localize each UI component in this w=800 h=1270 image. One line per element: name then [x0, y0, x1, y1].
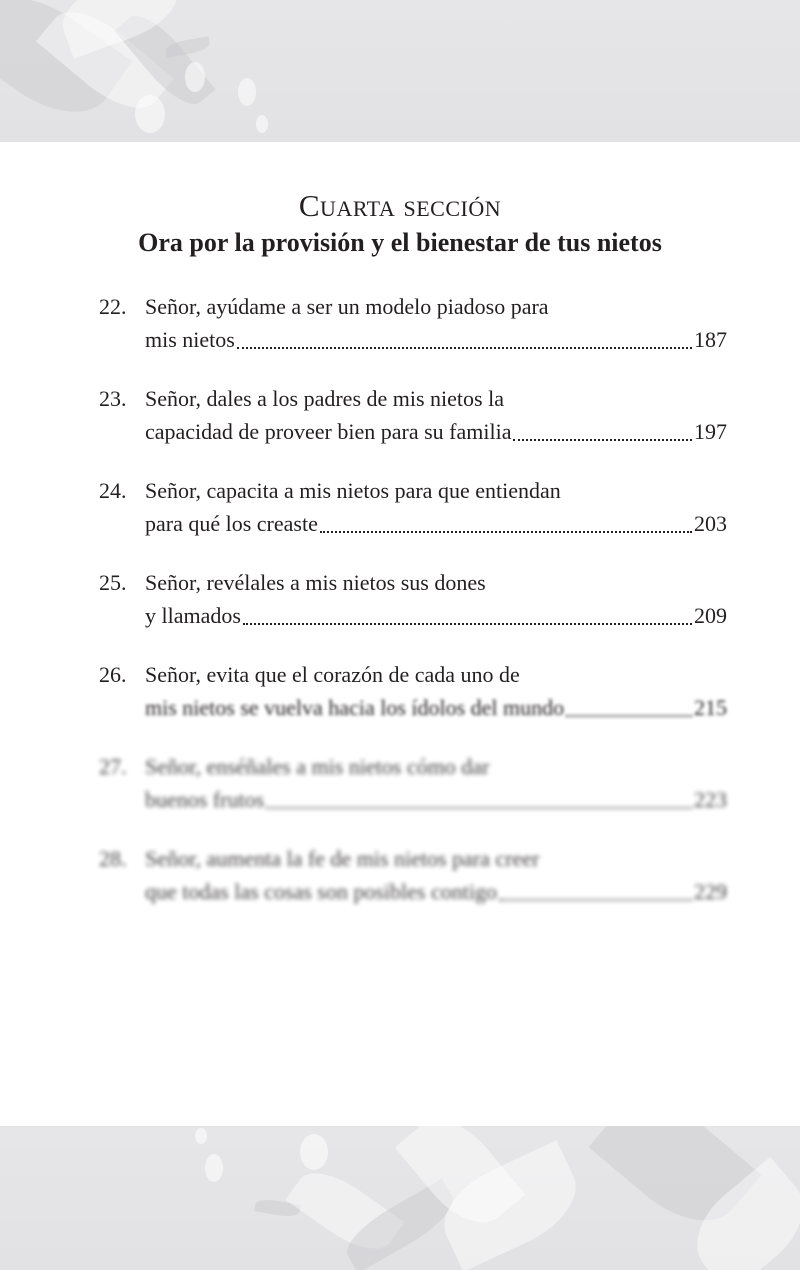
entry-title-continued: mis nietos: [145, 327, 235, 352]
entry-number: 28.: [99, 846, 127, 871]
decorative-footer-band: [0, 1126, 800, 1270]
section-label: Cuarta sección: [298, 188, 502, 223]
entry-title: Señor, enséñales a mis nietos cómo dar: [145, 754, 490, 779]
decorative-header-band: [0, 0, 800, 142]
entry-number: 25.: [99, 570, 127, 595]
entry-title: Señor, revélales a mis nietos sus dones: [145, 570, 486, 595]
entry-title-continued: y llamados: [145, 603, 241, 628]
entry-title-continued: para qué los creaste: [145, 511, 318, 536]
entry-title-continued: mis nietos se vuelva hacia los ídolos del mundo: [145, 695, 565, 720]
toc-entry[interactable]: [99, 658, 727, 750]
droplet-decoration: [256, 115, 268, 133]
droplet-decoration: [185, 62, 205, 92]
entry-title: Señor, evita que el corazón de cada uno de: [145, 662, 520, 687]
page-number: 203: [694, 511, 727, 536]
page-number: 187: [694, 327, 727, 352]
entry-number: 22.: [99, 294, 127, 319]
page-number: 209: [694, 603, 727, 628]
droplet-decoration: [300, 1134, 328, 1170]
toc-entry[interactable]: [99, 382, 727, 474]
toc-entry[interactable]: [99, 750, 727, 842]
toc-entry[interactable]: [99, 474, 727, 566]
droplet-decoration: [205, 1154, 223, 1182]
droplet-decoration: [195, 1128, 207, 1144]
dot-leader: [513, 439, 692, 441]
entry-title: Señor, aumenta la fe de mis nietos para creer: [145, 846, 540, 871]
page-number: 197: [694, 419, 727, 444]
dot-leader: [499, 899, 692, 901]
entry-title-continued: buenos frutos: [145, 787, 265, 812]
droplet-decoration: [238, 78, 256, 106]
dot-leader: [266, 807, 692, 809]
entry-number: 26.: [99, 662, 127, 687]
entry-title: Señor, ayúdame a ser un modelo piadoso para: [145, 294, 549, 319]
page-number: 223: [694, 787, 727, 812]
entry-title-continued: que todas las cosas son posibles contigo: [145, 879, 497, 904]
toc-entry[interactable]: [99, 566, 727, 658]
droplet-decoration: [135, 95, 165, 133]
dot-leader: [320, 531, 692, 533]
entry-number: 24.: [99, 478, 127, 503]
section-title: Ora por la provisión y el bienestar de tus nietos: [138, 228, 662, 257]
toc-entry[interactable]: [99, 290, 727, 382]
entry-number: 27.: [99, 754, 127, 779]
dot-leader: [237, 347, 692, 349]
entry-title: Señor, capacita a mis nietos para que entiendan: [145, 478, 561, 503]
table-of-contents: [99, 290, 727, 934]
entry-title-continued: capacidad de proveer bien para su familia: [145, 419, 512, 444]
page-number: 229: [694, 879, 727, 904]
entry-title: Señor, dales a los padres de mis nietos la: [145, 386, 504, 411]
entry-number: 23.: [99, 386, 127, 411]
dot-leader: [243, 623, 692, 625]
dot-leader: [566, 715, 692, 717]
page-number: 215: [694, 695, 727, 720]
toc-entry[interactable]: [99, 842, 727, 934]
